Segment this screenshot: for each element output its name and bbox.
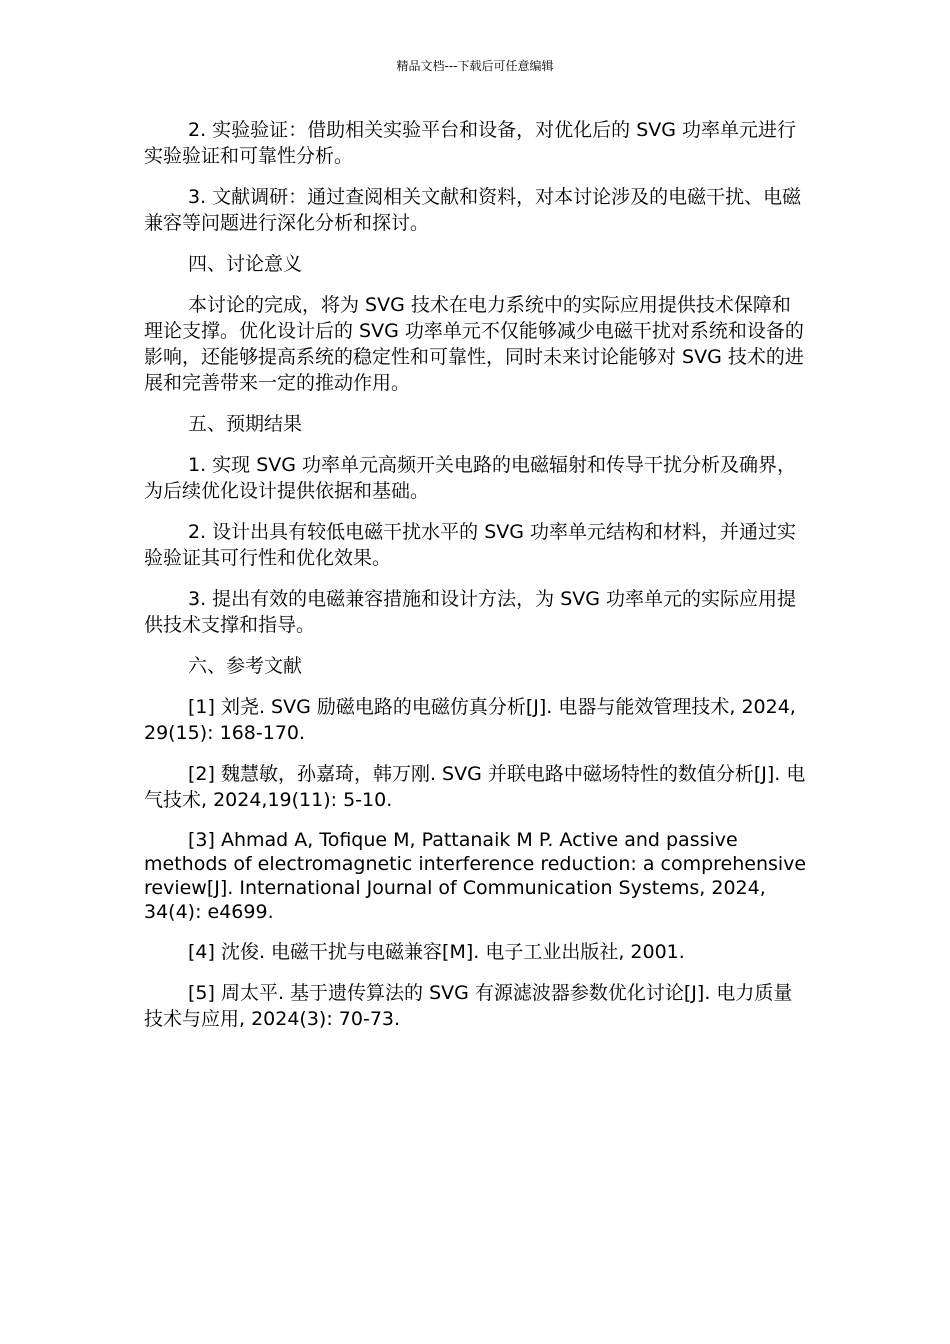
paragraph-experiment-verification: 2. 实验验证：借助相关实验平台和设备，对优化后的 SVG 功率单元进行实验验证和可靠性分析。 <box>144 119 797 167</box>
reference-2: [2] 魏慧敏，孙嘉琦，韩万刚. SVG 并联电路中磁场特性的数值分析[J]. 电气技术, 2024,19(11): 5-10. <box>144 763 806 811</box>
reference-1: [1] 刘尧. SVG 励磁电路的电磁仿真分析[J]. 电器与能效管理技术, 2024, 29(15): 168-170. <box>144 696 796 744</box>
reference-3: [3] Ahmad A, Tofique M, Pattanaik M P. Active and passive methods of electromagnetic interference reduction: a comprehensive review[J]. International Journal of Communication Systems, 2024, 34(4): e4699. <box>144 829 807 923</box>
section-heading-expected-results: 五、预期结果 <box>188 413 303 435</box>
document-body <box>144 117 808 1047</box>
paragraph-result-3: 3. 提出有效的电磁兼容措施和设计方法，为 SVG 功率单元的实际应用提供技术支撑和指导。 <box>144 588 797 636</box>
page-header: 精品文档---下载后可任意编辑 <box>396 59 554 73</box>
section-heading-references: 六、参考文献 <box>188 655 303 677</box>
section-heading-significance: 四、讨论意义 <box>188 253 303 275</box>
reference-5: [5] 周太平. 基于遗传算法的 SVG 有源滤波器参数优化讨论[J]. 电力质量技术与应用, 2024(3): 70-73. <box>144 982 793 1030</box>
paragraph-significance: 本讨论的完成，将为 SVG 技术在电力系统中的实际应用提供技术保障和理论支撑。优化设计后的 SVG 功率单元不仅能够减少电磁干扰对系统和设备的影响，还能够提高系统的稳定性和可靠性，同时未来讨论能够对 SVG 技术的进展和完善带来一定的推动作用。 <box>144 294 804 394</box>
paragraph-result-1: 1. 实现 SVG 功率单元高频开关电路的电磁辐射和传导干扰分析及确界，为后续优化设计提供依据和基础。 <box>144 454 797 502</box>
paragraph-literature-research: 3. 文献调研：通过查阅相关文献和资料，对本讨论涉及的电磁干扰、电磁兼容等问题进行深化分析和探讨。 <box>144 186 802 234</box>
reference-4: [4] 沈俊. 电磁干扰与电磁兼容[M]. 电子工业出版社, 2001. <box>188 941 685 963</box>
paragraph-result-2: 2. 设计出具有较低电磁干扰水平的 SVG 功率单元结构和材料，并通过实验验证其可行性和优化效果。 <box>144 521 797 569</box>
